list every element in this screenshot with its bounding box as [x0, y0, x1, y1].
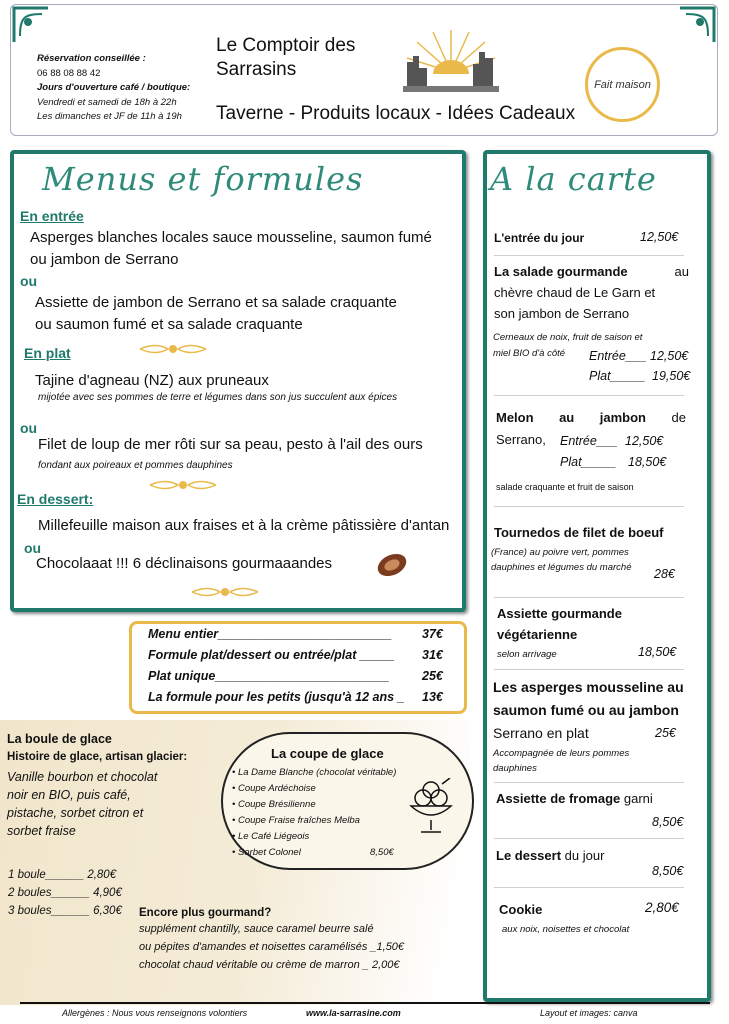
carte-price: 25€	[655, 726, 676, 740]
item-text: jambon	[599, 410, 646, 425]
price-row-value: 25€	[422, 669, 443, 683]
ou-label: ou	[20, 273, 38, 289]
price-label: Plat_____	[589, 369, 646, 383]
gold-ornament-icon	[148, 478, 218, 492]
glace-description	[7, 768, 157, 840]
carte-item: Tournedos de filet de boeuf	[494, 525, 664, 540]
coupe-item-label: Coupe Fraise fraîches Melba	[237, 815, 360, 826]
carte-title: A la carte	[490, 160, 657, 198]
coupe-item-label: Coupe Ardéchoise	[237, 783, 316, 794]
plus-gourmand-line: ou pépites d'amandes et noisettes caramélisés _1,50€	[139, 941, 405, 953]
hours-line: Vendredi et samedi de 18h à 22h	[37, 96, 177, 108]
item-text: La salade gourmande	[494, 264, 628, 279]
carte-price: 8,50€	[652, 864, 684, 878]
dish-note: fondant aux poireaux et pommes dauphines	[38, 460, 233, 471]
carte-price: 19,50€	[652, 369, 691, 383]
plus-gourmand-list	[139, 920, 404, 974]
dish-line: Asperges blanches locales sauce mousseline, saumon fumé	[30, 229, 432, 246]
carte-note: miel BIO d'à côté	[493, 348, 566, 359]
carte-note: Accompagnée de leurs pommes	[493, 748, 630, 759]
item-text: de	[671, 410, 686, 425]
carte-item	[496, 407, 686, 428]
price-row-value: 13€	[422, 690, 443, 704]
glace-title: La boule de glace	[7, 732, 112, 746]
carte-price: 28€	[654, 567, 675, 581]
item-text: garni	[620, 791, 653, 806]
boule-prices	[8, 866, 122, 920]
phone-number: 06 88 08 88 42	[37, 67, 101, 79]
reservation-info	[37, 52, 190, 125]
divider	[494, 782, 684, 783]
entree-dish	[30, 227, 432, 271]
divider	[494, 838, 684, 839]
boule-label: 3 boules______	[8, 905, 90, 917]
tagline: Taverne - Produits locaux - Idées Cadeaux	[216, 103, 576, 124]
carte-note: selon arrivage	[497, 649, 557, 660]
item-text: saumon fumé ou au jambon	[493, 702, 679, 718]
formules-prices-box	[129, 621, 467, 714]
carte-price: 12,50€	[625, 434, 664, 448]
item-text: Le dessert	[496, 848, 562, 863]
plat-dish: Filet de loup de mer rôti sur sa peau, pesto à l'ail des ours	[38, 436, 423, 453]
coupe-item-label: La Dame Blanche (chocolat véritable)	[237, 767, 397, 778]
boule-label: 1 boule______	[8, 869, 85, 881]
title-line: Sarrasins	[216, 59, 297, 80]
gold-ornament-icon	[138, 342, 208, 356]
divider	[494, 506, 684, 507]
reservation-label: Réservation conseillée :	[37, 53, 146, 64]
coupe-item-label: Coupe Brésilienne	[237, 799, 316, 810]
castle-sunrise-logo-icon	[403, 28, 499, 94]
item-text: au	[559, 410, 575, 425]
price-row-value: 31€	[422, 648, 443, 662]
carte-note: aux noix, noisettes et chocolat	[502, 924, 630, 935]
entree-heading: En entrée	[20, 208, 84, 224]
price-label: Entrée___	[589, 349, 647, 363]
ou-label: ou	[20, 420, 38, 436]
hours-line: Les dimanches et JF de 11h à 19h	[37, 111, 182, 122]
plat-dish: Tajine d'agneau (NZ) aux pruneaux	[35, 372, 269, 389]
hours-label: Jours d'ouverture café / boutique:	[37, 82, 191, 93]
coupe-item: • Coupe Fraise fraîches Melba	[232, 815, 360, 826]
item-text: Serrano en plat	[493, 725, 589, 741]
dish-line: Assiette de jambon de Serrano et sa salade craquante	[35, 294, 397, 311]
dish-note: mijotée avec ses pommes de terre et légumes dans son jus succulent aux épices	[38, 392, 398, 403]
coupe-item-label: Sorbet Colonel	[237, 847, 301, 858]
footer-divider	[20, 1002, 710, 1004]
carte-price: 12,50€	[640, 230, 679, 244]
dessert-dish: Chocolaaat !!! 6 déclinaisons gourmaaandes	[36, 555, 333, 572]
glace-subtitle: Histoire de glace, artisan glacier:	[7, 751, 188, 763]
glace-text: Vanille bourbon et chocolat	[7, 770, 158, 784]
boule-price: 6,30€	[93, 905, 122, 917]
coupe-price: 8,50€	[370, 847, 394, 858]
coupe-item: • Coupe Brésilienne	[232, 799, 316, 810]
item-text: Assiette de fromage	[496, 791, 621, 806]
cocoa-bean-icon	[372, 549, 410, 581]
plus-gourmand-line: chocolat chaud véritable ou crème de marron _ 2,00€	[139, 959, 400, 971]
fait-maison-badge: Fait maison	[585, 47, 660, 122]
carte-item	[494, 261, 689, 324]
carte-item: L'entrée du jour	[494, 231, 585, 245]
price-row-label: Menu entier_________________________	[148, 627, 392, 641]
carte-price: 2,80€	[645, 900, 679, 915]
boule-label: 2 boules______	[8, 887, 90, 899]
dish-line: ou jambon de Serrano	[30, 251, 179, 268]
price-row-label: La formule pour les petits (jusqu'à 12 ans _	[148, 690, 405, 704]
carte-note: (France) au poivre vert, pommes	[491, 547, 629, 558]
title-line: Le Comptoir des	[216, 35, 356, 56]
item-text: chèvre chaud de Le Garn et	[494, 285, 656, 300]
plat-heading: En plat	[24, 345, 71, 361]
divider	[494, 255, 684, 256]
price-row-value: 37€	[422, 627, 443, 641]
website-link[interactable]: www.la-sarrasine.com	[306, 1008, 401, 1018]
plus-gourmand-line: supplément chantilly, sauce caramel beurre salé	[139, 923, 374, 935]
glace-text: sorbet fraise	[7, 824, 76, 838]
carte-price: 18,50€	[638, 645, 677, 659]
restaurant-title	[216, 34, 355, 82]
coupe-item: • La Dame Blanche (chocolat véritable)	[232, 767, 397, 778]
coupe-item-label: Le Café Liégeois	[237, 831, 310, 842]
divider	[494, 395, 684, 396]
carte-price: 12,50€	[650, 349, 689, 363]
carte-note: Cerneaux de noix, fruit de saison et	[493, 332, 643, 343]
menus-title: Menus et formules	[42, 160, 364, 198]
glace-text: pistache, sorbet citron et	[7, 806, 144, 820]
corner-ornament-icon	[12, 6, 50, 44]
carte-item	[496, 845, 604, 866]
price-row-label: Plat unique_________________________	[148, 669, 390, 683]
item-text: Melon	[496, 410, 534, 425]
divider	[494, 887, 684, 888]
item-text: du jour	[561, 848, 605, 863]
coupe-title: La coupe de glace	[271, 746, 384, 761]
carte-item	[496, 788, 653, 809]
ou-label: ou	[24, 540, 42, 556]
carte-note: dauphines	[493, 763, 537, 774]
plus-gourmand-title: Encore plus gourmand?	[139, 907, 272, 919]
credits-note: Layout et images: canva	[540, 1008, 638, 1018]
ice-cream-sundae-icon	[406, 778, 456, 836]
boule-price: 2,80€	[87, 869, 117, 881]
carte-item	[497, 603, 622, 645]
coupe-item: • Coupe Ardéchoise	[232, 783, 316, 794]
item-text: son jambon de Serrano	[494, 306, 630, 321]
carte-item: Serrano,	[496, 432, 546, 447]
carte-price: 8,50€	[652, 815, 684, 829]
dish-line: ou saumon fumé et sa salade craquante	[35, 316, 303, 333]
dessert-heading: En dessert:	[17, 491, 94, 507]
carte-price: 18,50€	[628, 455, 667, 469]
item-text: Assiette gourmande	[497, 606, 622, 621]
price-row-label: Formule plat/dessert ou entrée/plat _____	[148, 648, 395, 662]
carte-note: salade craquante et fruit de saison	[496, 482, 634, 492]
gold-ornament-icon	[190, 585, 260, 599]
coupe-item: • Sorbet Colonel	[232, 847, 301, 858]
boule-price: 4,90€	[93, 887, 122, 899]
carte-item: Cookie	[499, 902, 543, 917]
item-text: végétarienne	[497, 627, 578, 642]
price-label: Plat_____	[560, 455, 617, 469]
divider	[494, 669, 684, 670]
dessert-dish: Millefeuille maison aux fraises et à la crème pâtissière d'antan	[38, 517, 450, 534]
corner-ornament-icon	[678, 6, 716, 44]
carte-note: dauphines et légumes du marché	[491, 562, 632, 573]
allergens-note: Allergènes : Nous vous renseignons volontiers	[62, 1008, 248, 1018]
price-label: Entrée___	[560, 434, 618, 448]
glace-text: noir en BIO, puis café,	[7, 788, 131, 802]
entree-dish	[35, 292, 397, 336]
coupe-item: • Le Café Liégeois	[232, 831, 310, 842]
divider	[494, 597, 684, 598]
item-text: Les asperges mousseline au	[493, 679, 684, 695]
item-text: au	[674, 264, 689, 279]
